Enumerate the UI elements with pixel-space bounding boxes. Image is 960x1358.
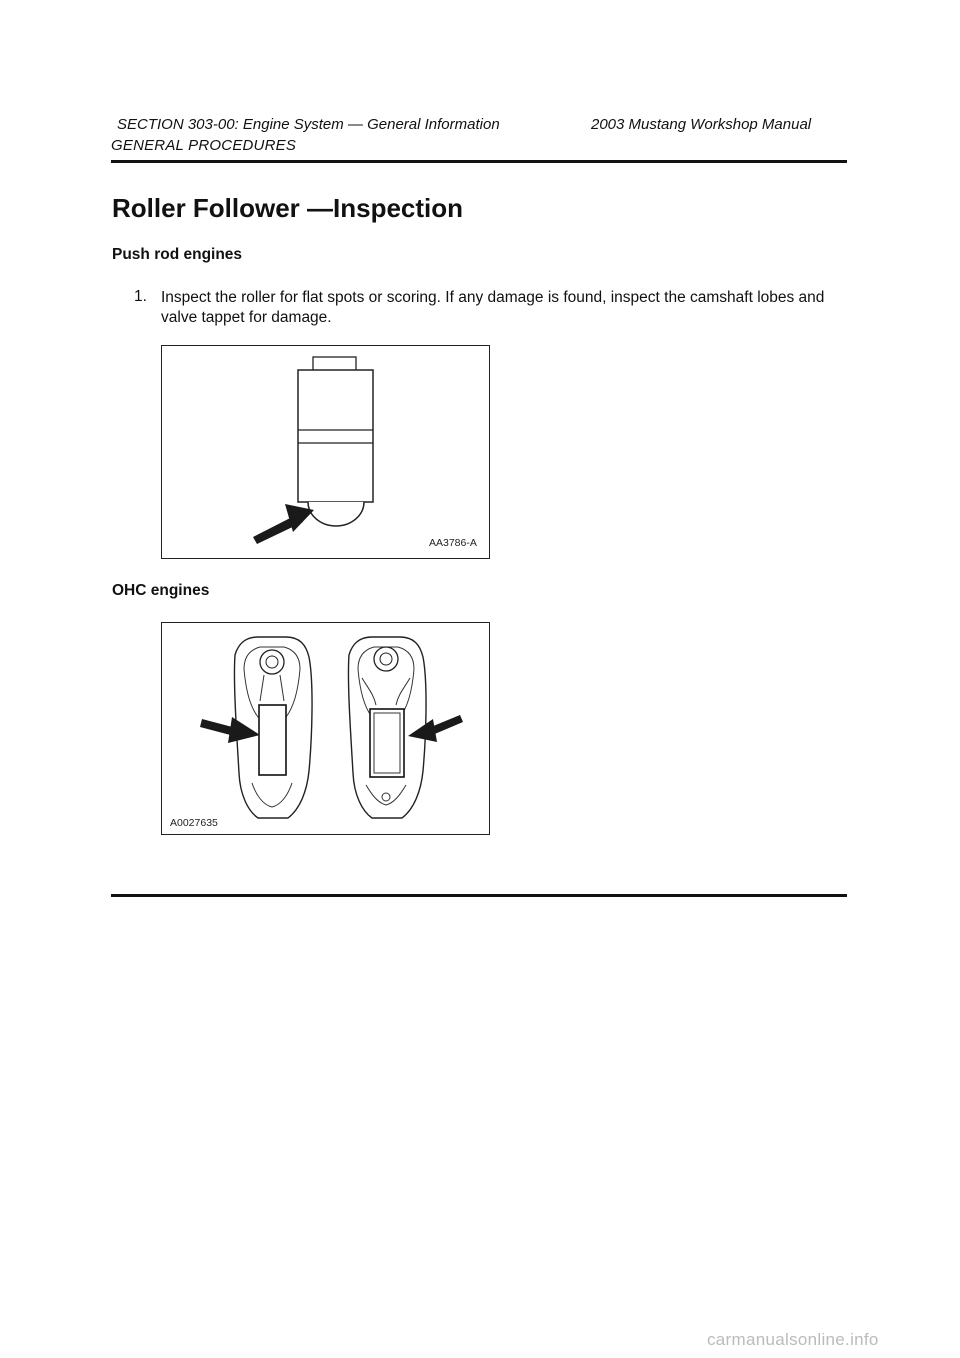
push-rod-heading: Push rod engines: [112, 246, 243, 263]
push-rod-roller-illustration: [162, 346, 489, 558]
ohc-figure-code: A0027635: [170, 817, 218, 829]
arrow-icon: [253, 504, 314, 544]
ohc-heading: OHC engines: [112, 582, 210, 599]
page-header-manual: 2003 Mustang Workshop Manual: [591, 116, 812, 133]
page-title: Roller Follower —Inspection: [112, 193, 464, 223]
ohc-figure: [161, 622, 490, 835]
push-rod-figure-code: AA3786-A: [429, 537, 477, 549]
step-text: Inspect the roller for flat spots or scoring. If any damage is found, inspect the camshaft lobes and valve tappet for damage.: [161, 289, 825, 326]
step-number: 1.: [134, 288, 147, 305]
header-rule: [111, 160, 847, 163]
page-header-section: SECTION 303-00: Engine System — General Information: [117, 116, 500, 133]
push-rod-figure: [161, 345, 490, 559]
page-header-procedures: GENERAL PROCEDURES: [111, 137, 297, 154]
ohc-roller-follower-illustration: [162, 623, 489, 834]
watermark: carmanualsonline.info: [707, 1330, 879, 1349]
footer-rule: [111, 894, 847, 897]
